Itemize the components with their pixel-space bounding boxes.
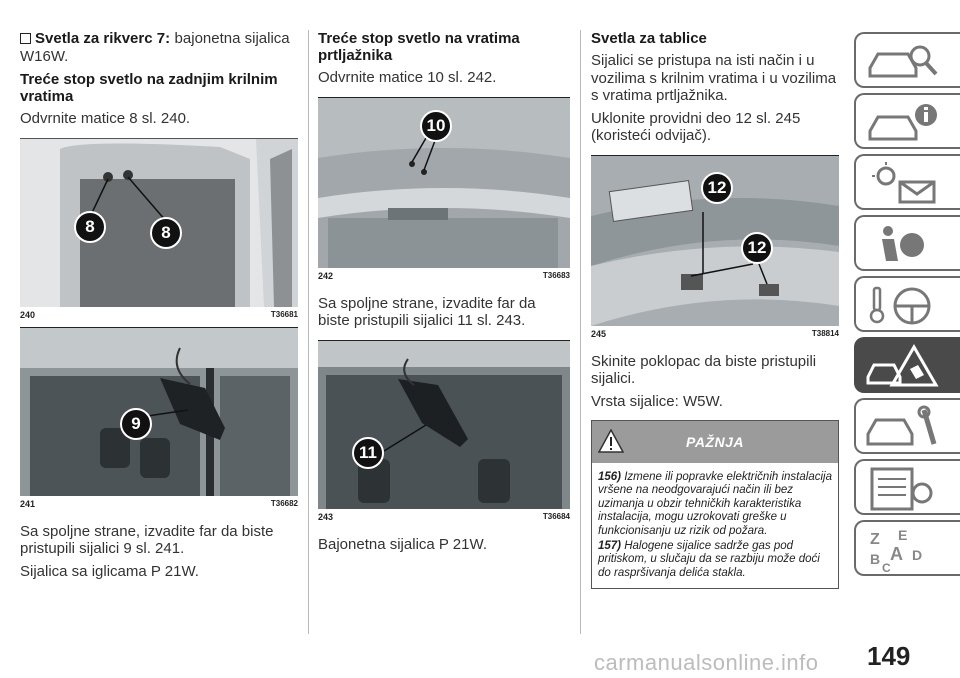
warning-title: PAŽNJA: [686, 434, 744, 450]
note-number: 157): [598, 540, 622, 553]
svg-text:A: A: [890, 544, 903, 564]
note-text: Izmene ili popravke električnih instalacija vršene na neodgovarajući način ili bez uzimanja u obzir tehničkih karakteristika instalacija, mogu uzrokovati greške u funkcionisanju uz rizik od požara.: [598, 471, 832, 537]
alphabet-index-icon: [864, 526, 944, 572]
figure-245: [591, 155, 839, 343]
warning-body: [592, 463, 838, 588]
callout-10: 10: [420, 110, 452, 142]
figure-number: 240: [20, 309, 36, 320]
figure-number: 245: [591, 328, 607, 339]
svg-text:E: E: [898, 527, 908, 543]
tab-service[interactable]: [854, 398, 960, 454]
svg-text:C: C: [882, 561, 891, 572]
paragraph: Sijalica sa iglicama P 21W.: [20, 562, 199, 580]
figure-243-image: [318, 341, 570, 509]
svg-text:Z: Z: [870, 531, 880, 548]
note-number: 156): [598, 471, 622, 483]
callout-11: 11: [352, 437, 384, 469]
svg-text:B: B: [870, 551, 881, 567]
column-divider: [308, 30, 309, 634]
note-text: Halogene sijalice sadrže gas pod pritiskom, u slučaju da se razbiju može doći do raspršivanja delića stakla.: [598, 540, 820, 579]
car-search-icon: [864, 38, 944, 84]
paragraph: Uklonite providni deo 12 sl. 245 (koristeći odvijač).: [591, 109, 801, 144]
warning-triangle-icon: [598, 429, 624, 453]
figure-caption: [318, 268, 570, 285]
column-3: [591, 30, 839, 589]
steering-key-icon: [864, 282, 944, 328]
paragraph: Odvrnite matice 8 sl. 240.: [20, 110, 191, 127]
figure-242: [318, 97, 570, 285]
checkbox-icon: [20, 33, 31, 44]
figure-caption: [20, 496, 298, 513]
tab-car-search[interactable]: [854, 32, 960, 88]
specs-list-icon: [864, 465, 944, 511]
watermark: carmanualsonline.info: [594, 650, 819, 675]
section-heading: Treće stop svetlo na vratima prtljažnika: [318, 30, 520, 64]
tab-index[interactable]: [854, 520, 960, 576]
paragraph: Sijalici se pristupa na isti način i u vozilima s krilnim vratima i u vozilima s vratima prtljažnika.: [591, 52, 837, 104]
car-accident-warning-icon: [864, 343, 944, 389]
item-text: bajonetna sijalica W16W.: [20, 30, 290, 65]
figure-240-image: [20, 139, 298, 307]
car-info-icon: [864, 99, 944, 145]
figure-code: T36682: [270, 498, 298, 508]
column-1: [20, 30, 298, 585]
figure-240: [20, 138, 298, 324]
figure-245-image: [591, 156, 839, 326]
paragraph: Odvrnite matice 10 sl. 242.: [318, 69, 497, 86]
warning-header: [592, 421, 838, 463]
figure-241: [20, 327, 298, 513]
paragraph: Skinite poklopac da biste pristupili sijalici.: [591, 352, 817, 387]
column-divider: [580, 30, 581, 634]
figure-caption: [318, 509, 570, 526]
paragraph: Sa spoljne strane, izvadite far da biste pristupili sijalici 9 sl. 241.: [20, 522, 274, 557]
callout-9: 9: [120, 408, 152, 440]
figure-243: [318, 340, 570, 526]
figure-code: T36683: [542, 270, 570, 280]
tailgate-light-illustration: [318, 341, 570, 509]
figure-242-image: [318, 98, 570, 268]
warning-box: [591, 420, 839, 589]
callout-8a: 8: [74, 211, 106, 243]
svg-text:D: D: [912, 547, 923, 563]
figure-241-image: [20, 328, 298, 496]
figure-caption: [20, 307, 298, 324]
callout-8b: 8: [150, 217, 182, 249]
warning-lights-icon: [864, 160, 944, 206]
tab-specs[interactable]: [854, 459, 960, 515]
tab-airbag[interactable]: [854, 215, 960, 271]
page-number: 149: [867, 641, 911, 671]
item-title: Svetla za rikverc 7:: [35, 30, 171, 47]
figure-number: 243: [318, 511, 334, 522]
paragraph: Sa spoljne strane, izvadite far da biste pristupili sijalici 11 sl. 243.: [318, 294, 536, 329]
section-heading: Svetla za tablice: [591, 30, 707, 47]
section-heading: Treće stop svetlo na zadnjim krilnim vratima: [20, 71, 278, 105]
figure-code: T36681: [270, 309, 298, 319]
car-service-icon: [864, 404, 944, 450]
figure-code: T38814: [811, 328, 839, 338]
callout-12a: 12: [701, 172, 733, 204]
tab-emergency[interactable]: [854, 337, 960, 393]
paragraph: Vrsta sijalice: W5W.: [591, 392, 723, 410]
figure-number: 241: [20, 498, 36, 509]
figure-caption: [591, 326, 839, 343]
tab-car-info[interactable]: [854, 93, 960, 149]
paragraph: Bajonetna sijalica P 21W.: [318, 535, 487, 553]
rear-window-illustration: [20, 328, 298, 496]
tab-warning-lights[interactable]: [854, 154, 960, 210]
column-2: [318, 30, 570, 558]
tab-steering-key[interactable]: [854, 276, 960, 332]
airbag-icon: [864, 221, 944, 267]
callout-12b: 12: [741, 232, 773, 264]
chapter-tabs: [854, 32, 960, 581]
figure-number: 242: [318, 270, 334, 281]
figure-code: T36684: [542, 511, 570, 521]
